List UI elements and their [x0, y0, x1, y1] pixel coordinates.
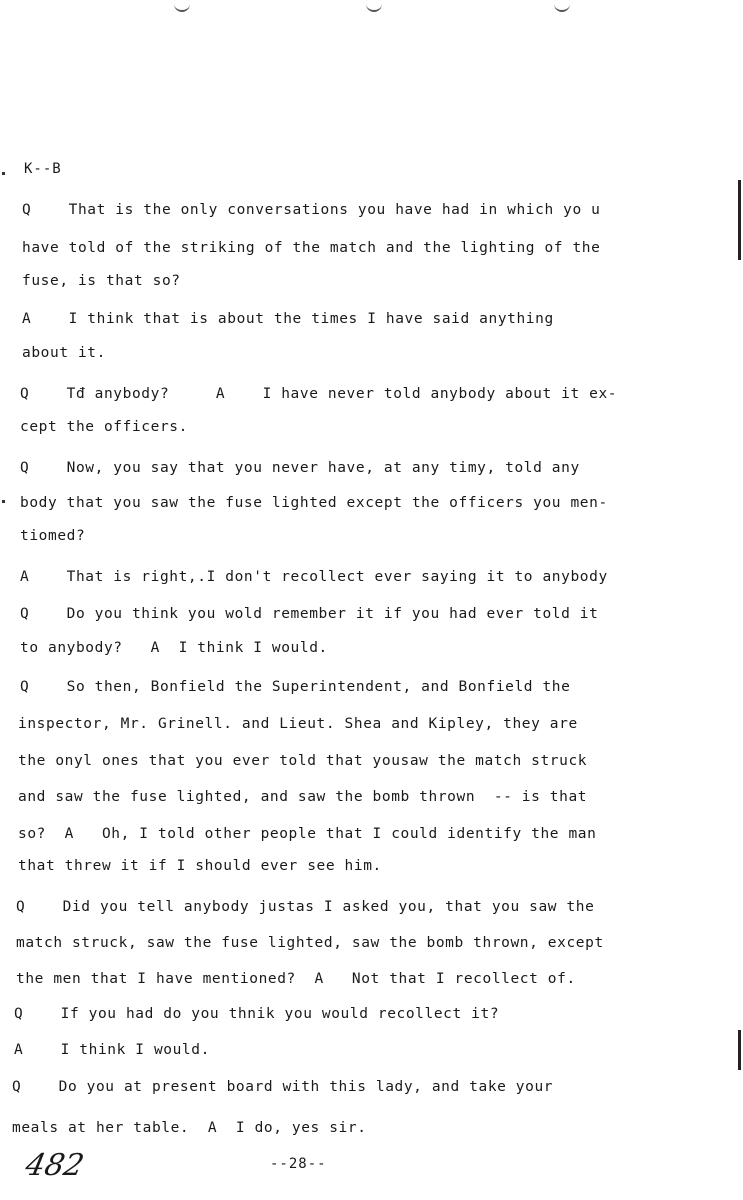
- handwritten-page-number: 482: [22, 1148, 87, 1183]
- transcript-line: and saw the fuse lighted, and saw the bomb thrown -- is that: [18, 789, 588, 805]
- transcript-line: Q So then, Bonfield the Superintendent, and Bonfield the: [20, 679, 571, 695]
- punch-hole-mark: [366, 0, 382, 12]
- transcript-line: Q Do you think you wold remember it if you had ever told it: [20, 606, 599, 622]
- transcript-line: tiomed?: [20, 528, 86, 544]
- page-edge-mark: [738, 1030, 741, 1070]
- transcript-line: meals at her table. A I do, yes sir.: [12, 1120, 367, 1136]
- punch-hole-mark: [554, 0, 570, 12]
- margin-mark: [2, 500, 5, 503]
- transcript-line: the men that I have mentioned? A Not that I recollect of.: [16, 971, 576, 987]
- transcript-line: fuse, is that so?: [22, 273, 181, 289]
- transcript-line: A I think I would.: [14, 1042, 210, 1058]
- transcript-line: Q That is the only conversations you have had in which yo u: [22, 202, 601, 218]
- page-header: K--B: [24, 161, 62, 177]
- transcript-line: Q If you had do you thnik you would recollect it?: [14, 1006, 500, 1022]
- transcript-line: Q Do you at present board with this lady, and take your: [12, 1079, 554, 1095]
- transcript-line: about it.: [22, 345, 106, 361]
- transcript-line: A That is right,.I don't recollect ever saying it to anybody: [20, 569, 608, 585]
- page-edge-mark: [738, 180, 741, 260]
- transcript-line: A I think that is about the times I have said anything: [22, 311, 554, 327]
- transcript-line: cept the officers.: [20, 419, 188, 435]
- punch-hole-mark: [174, 0, 190, 12]
- transcript-line: so? A Oh, I told other people that I could identify the man: [18, 826, 597, 842]
- transcript-line: match struck, saw the fuse lighted, saw the bomb thrown, except: [16, 935, 604, 951]
- transcript-line: Q Did you tell anybody justas I asked you, that you saw the: [16, 899, 595, 915]
- transcript-line: have told of the striking of the match and the lighting of the: [22, 240, 601, 256]
- page-number: --28--: [270, 1156, 327, 1172]
- transcript-line: inspector, Mr. Grinell. and Lieut. Shea and Kipley, they are: [18, 716, 578, 732]
- transcript-line: that threw it if I should ever see him.: [18, 858, 382, 874]
- transcript-line: to anybody? A I think I would.: [20, 640, 328, 656]
- transcript-line: Q Tđ anybody? A I have never told anybody about it ex-: [20, 386, 618, 402]
- transcript-line: the onyl ones that you ever told that yousaw the match struck: [18, 753, 588, 769]
- transcript-line: Q Now, you say that you never have, at any timy, told any: [20, 460, 580, 476]
- margin-mark: [2, 172, 5, 175]
- transcript-line: body that you saw the fuse lighted except the officers you men-: [20, 495, 608, 511]
